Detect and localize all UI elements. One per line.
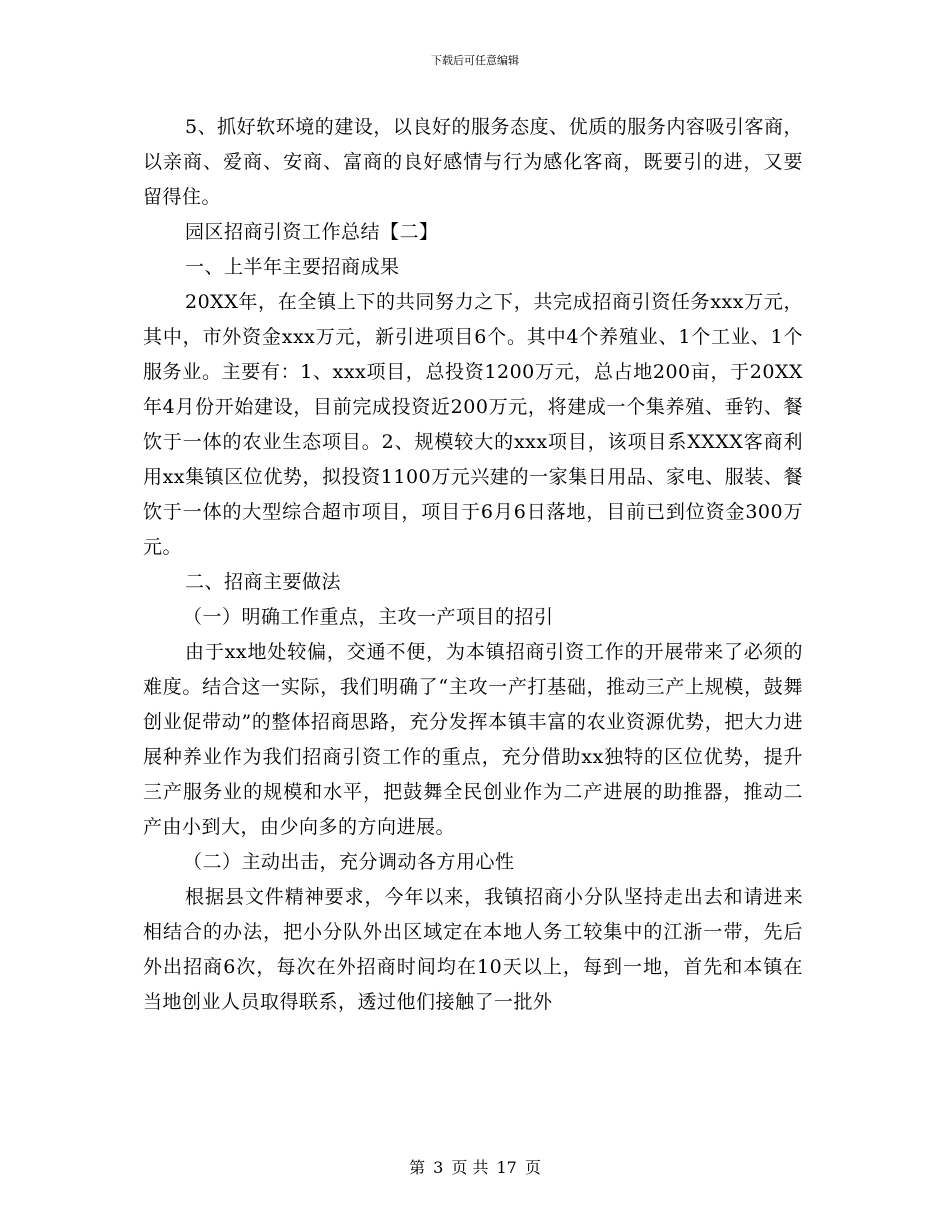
section-title: 园区招商引资工作总结【二】 xyxy=(185,221,439,243)
footer-total-pages: 17 xyxy=(496,1158,517,1177)
page-footer xyxy=(0,1158,950,1178)
paragraph-initiative: 根据县文件精神要求，今年以来，我镇招商小分队坚持走出去和请进来相结合的办法，把小分队外出区域定在本地人务工较集中的江浙一带，先后外出招商6次，每次在外招商时间均在10天以上，每到一地，首先和本镇在当地创业人员取得联系，透过他们接触了一批外 xyxy=(143,886,803,1013)
footer-suffix: 页 xyxy=(524,1158,541,1177)
heading-achievements: 一、上半年主要招商成果 xyxy=(185,256,400,278)
paragraph-focus: 由于xx地处较偏，交通不便，为本镇招商引资工作的开展带来了必须的难度。结合这一实际，我们明确了“主攻一产打基础，推动三产上规模，鼓舞创业促带动”的整体招商思路，充分发挥本镇丰富的农业资源优势，把大力进展种养业作为我们招商引资工作的重点，充分借助xx独特的区位优势，提升三产服务业的规模和水平，把鼓舞全民创业作为二产进展的助推器，推动二产由小到大，由少向多的方向进展。 xyxy=(143,641,803,838)
subheading-focus: （一）明确工作重点，主攻一产项目的招引 xyxy=(183,606,554,628)
header-note: 下载后可任意编辑 xyxy=(431,54,519,67)
paragraph-achievements: 20XX年，在全镇上下的共同努力之下，共完成招商引资任务xxx万元，其中，市外资金xxx万元，新引进项目6个。其中4个养殖业、1个工业、1个服务业。主要有：1、xxx项目，总投资1200万元，总占地200亩，于20XX年4月份开始建设，目前完成投资近200万元，将建成一个集养殖、垂钓、餐饮于一体的农业生态项目。2、规模较大的xxx项目，该项目系XXXX客商利用xx集镇区位优势，拟投资1100万元兴建的一家集日用品、家电、服装、餐饮于一体的大型综合超市项目，项目于6月6日落地，目前已到位资金300万元。 xyxy=(143,291,803,558)
footer-prefix: 第 xyxy=(409,1158,426,1177)
document-body xyxy=(143,110,803,1020)
footer-page-number: 3 xyxy=(433,1158,444,1177)
page-header xyxy=(0,54,950,68)
paragraph-item-5: 5、抓好软环境的建设，以良好的服务态度、优质的服务内容吸引客商，以亲商、爱商、安商、富商的良好感情与行为感化客商，既要引的进，又要留得住。 xyxy=(143,116,803,208)
footer-middle: 页 共 xyxy=(451,1158,489,1177)
subheading-initiative: （二）主动出击，充分调动各方用心性 xyxy=(183,851,515,873)
heading-methods: 二、招商主要做法 xyxy=(185,571,342,593)
